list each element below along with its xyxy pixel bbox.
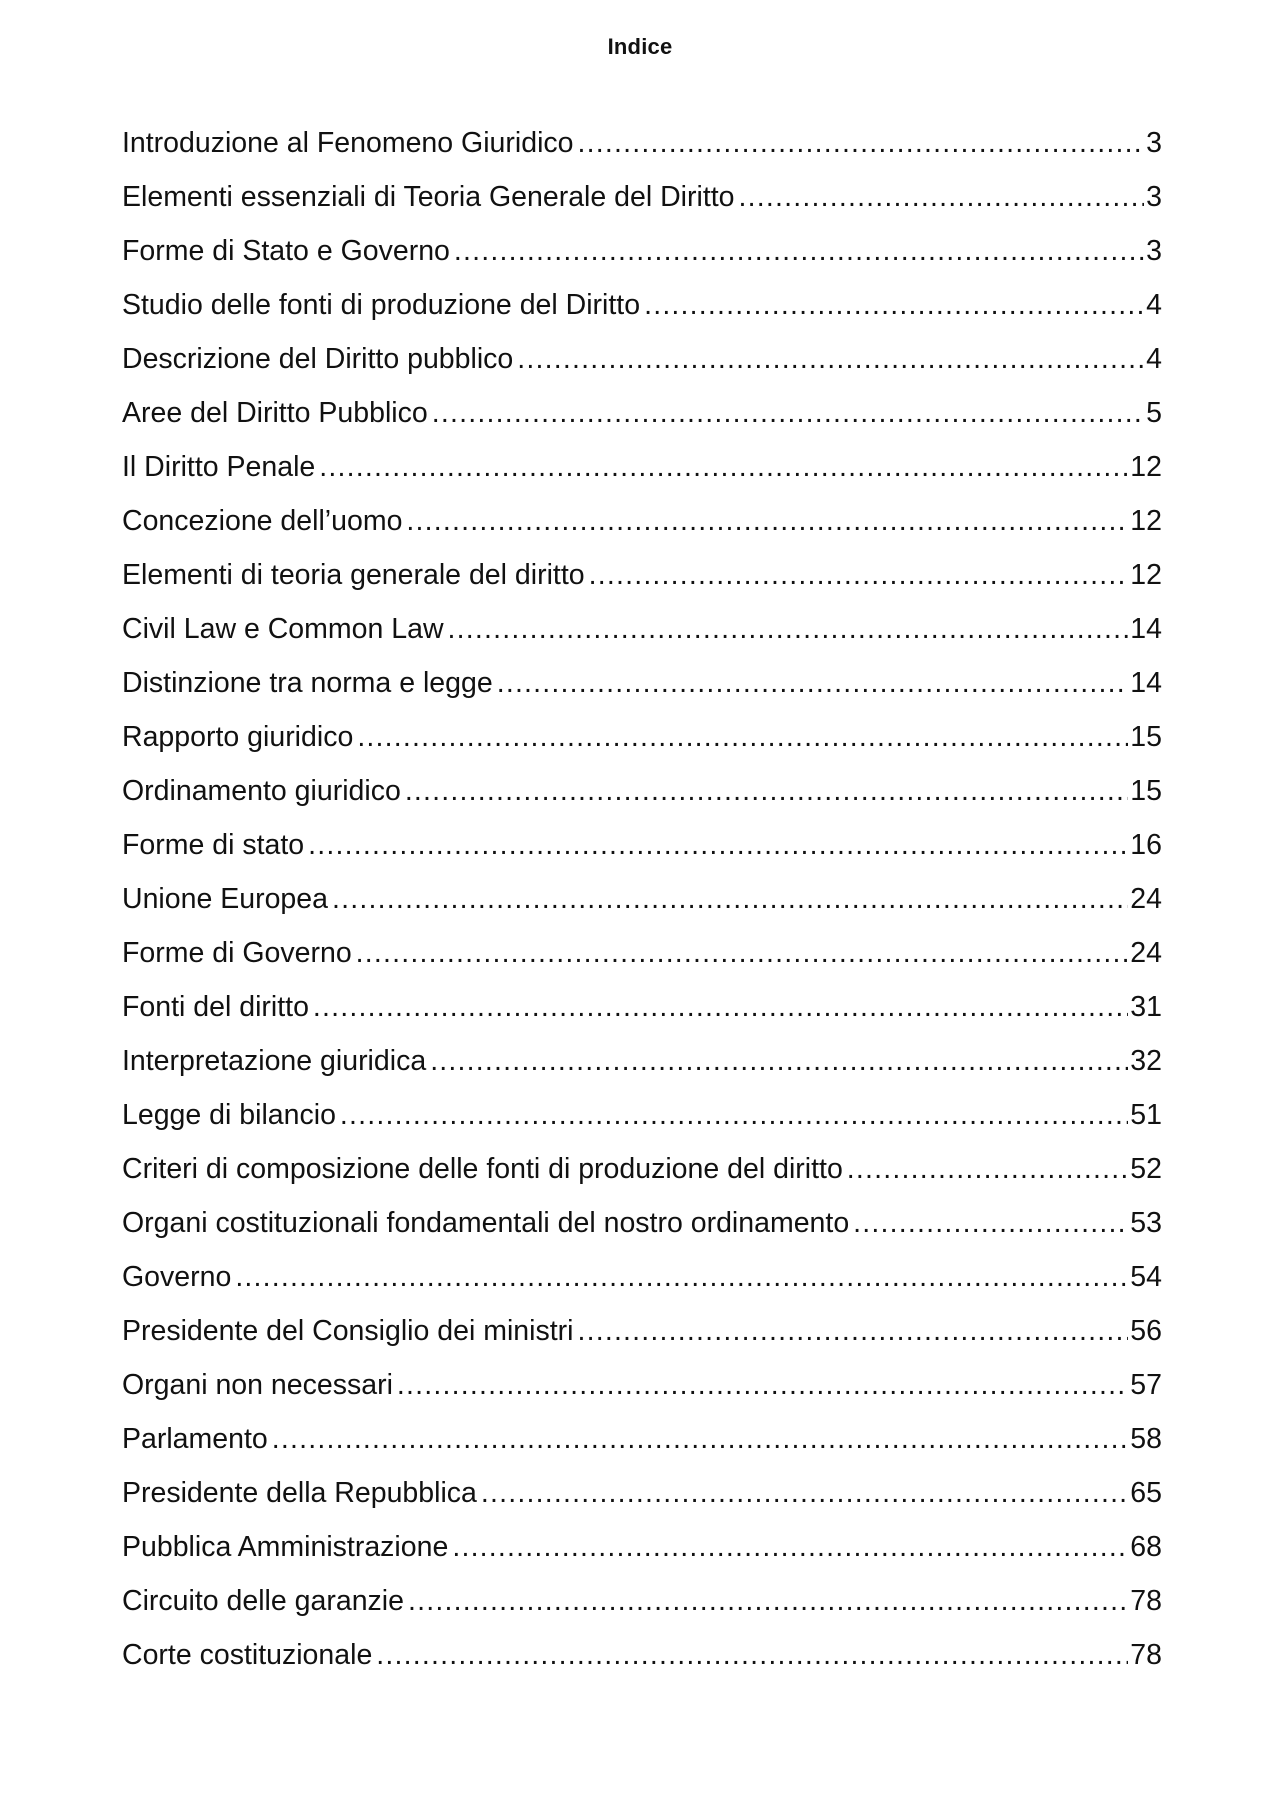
dot-leader <box>739 170 1145 224</box>
toc-entry-title: Governo <box>122 1261 232 1293</box>
toc-entry-page: 52 <box>1130 1153 1162 1185</box>
toc-entry[interactable] <box>122 1466 1162 1520</box>
dot-leader <box>448 602 1129 656</box>
toc-entry[interactable] <box>122 980 1162 1034</box>
toc-entry-title: Parlamento <box>122 1423 268 1455</box>
toc-entry-page: 57 <box>1130 1369 1162 1401</box>
dot-leader <box>406 494 1128 548</box>
dot-leader <box>376 1628 1128 1682</box>
toc-entry-title: Aree del Diritto Pubblico <box>122 397 428 429</box>
toc-entry[interactable] <box>122 1628 1162 1682</box>
toc-entry-page: 3 <box>1146 181 1162 213</box>
toc-entry[interactable] <box>122 656 1162 710</box>
toc-entry-title: Il Diritto Penale <box>122 451 316 483</box>
toc-entry[interactable] <box>122 170 1162 224</box>
toc-entry-page: 3 <box>1146 235 1162 267</box>
toc-entry-page: 24 <box>1130 937 1162 969</box>
toc-entry[interactable] <box>122 1034 1162 1088</box>
toc-entry-page: 78 <box>1130 1585 1162 1617</box>
dot-leader <box>308 818 1128 872</box>
toc-entry[interactable] <box>122 440 1162 494</box>
toc-entry-title: Fonti del diritto <box>122 991 309 1023</box>
toc-entry-title: Forme di stato <box>122 829 305 861</box>
toc-entry-title: Rapporto giuridico <box>122 721 354 753</box>
toc-entry-title: Presidente della Repubblica <box>122 1477 477 1509</box>
dot-leader <box>589 548 1129 602</box>
toc-entry-page: 15 <box>1130 775 1162 807</box>
toc-entry[interactable] <box>122 224 1162 278</box>
toc-entry-title: Forme di Governo <box>122 937 352 969</box>
dot-leader <box>408 1574 1128 1628</box>
page-title: Indice <box>607 34 673 59</box>
toc-entry-page: 24 <box>1130 883 1162 915</box>
dot-leader <box>517 332 1144 386</box>
toc-entry[interactable] <box>122 332 1162 386</box>
toc-entry-title: Elementi di teoria generale del diritto <box>122 559 585 591</box>
toc-entry-page: 12 <box>1130 559 1162 591</box>
toc-entry-title: Criteri di composizione delle fonti di produzione del diritto <box>122 1153 843 1185</box>
toc-entry[interactable] <box>122 386 1162 440</box>
toc-entry-page: 31 <box>1130 991 1162 1023</box>
dot-leader <box>313 980 1128 1034</box>
toc-entry[interactable] <box>122 1142 1162 1196</box>
toc-entry-title: Organi costituzionali fondamentali del nostro ordinamento <box>122 1207 850 1239</box>
toc-entry[interactable] <box>122 116 1162 170</box>
toc-entry-title: Organi non necessari <box>122 1369 393 1401</box>
toc-entry-title: Unione Europea <box>122 883 328 915</box>
dot-leader <box>430 1034 1128 1088</box>
toc-entry-page: 4 <box>1146 343 1162 375</box>
toc-entry[interactable] <box>122 494 1162 548</box>
toc-entry-title: Legge di bilancio <box>122 1099 336 1131</box>
toc-entry[interactable] <box>122 1358 1162 1412</box>
toc-entry[interactable] <box>122 1304 1162 1358</box>
toc-entry-title: Ordinamento giuridico <box>122 775 401 807</box>
dot-leader <box>497 656 1129 710</box>
toc-entry[interactable] <box>122 548 1162 602</box>
toc-entry-page: 16 <box>1130 829 1162 861</box>
dot-leader <box>356 926 1129 980</box>
dot-leader <box>319 440 1128 494</box>
toc-entry[interactable] <box>122 1412 1162 1466</box>
toc-entry[interactable] <box>122 602 1162 656</box>
toc-entry-page: 14 <box>1130 667 1162 699</box>
toc-entry[interactable] <box>122 710 1162 764</box>
dot-leader <box>481 1466 1128 1520</box>
toc-entry-page: 68 <box>1130 1531 1162 1563</box>
toc-entry-page: 65 <box>1130 1477 1162 1509</box>
dot-leader <box>357 710 1128 764</box>
dot-leader <box>332 872 1128 926</box>
toc-entry-page: 4 <box>1146 289 1162 321</box>
toc-entry-page: 32 <box>1130 1045 1162 1077</box>
toc-entry-title: Interpretazione giuridica <box>122 1045 427 1077</box>
toc-entry-title: Pubblica Amministrazione <box>122 1531 449 1563</box>
table-of-contents <box>122 116 1162 1682</box>
toc-entry-page: 5 <box>1146 397 1162 429</box>
toc-entry-page: 12 <box>1130 505 1162 537</box>
toc-entry-title: Forme di Stato e Governo <box>122 235 450 267</box>
dot-leader <box>452 1520 1128 1574</box>
toc-entry[interactable] <box>122 764 1162 818</box>
toc-entry-page: 56 <box>1130 1315 1162 1347</box>
toc-entry-title: Distinzione tra norma e legge <box>122 667 493 699</box>
dot-leader <box>272 1412 1129 1466</box>
toc-entry-page: 15 <box>1130 721 1162 753</box>
toc-entry-title: Studio delle fonti di produzione del Diritto <box>122 289 641 321</box>
toc-entry-title: Descrizione del Diritto pubblico <box>122 343 514 375</box>
toc-entry-page: 53 <box>1130 1207 1162 1239</box>
toc-entry-page: 78 <box>1130 1639 1162 1671</box>
toc-entry-page: 12 <box>1130 451 1162 483</box>
toc-entry-title: Concezione dell’uomo <box>122 505 403 537</box>
toc-entry[interactable] <box>122 1250 1162 1304</box>
dot-leader <box>578 116 1145 170</box>
toc-entry[interactable] <box>122 1088 1162 1142</box>
toc-entry-page: 14 <box>1130 613 1162 645</box>
dot-leader <box>432 386 1144 440</box>
toc-entry-page: 3 <box>1146 127 1162 159</box>
toc-entry[interactable] <box>122 872 1162 926</box>
toc-entry-title: Corte costituzionale <box>122 1639 373 1671</box>
dot-leader <box>340 1088 1128 1142</box>
dot-leader <box>644 278 1144 332</box>
toc-entry[interactable] <box>122 1520 1162 1574</box>
toc-entry-page: 51 <box>1130 1099 1162 1131</box>
toc-entry-title: Civil Law e Common Law <box>122 613 444 645</box>
toc-entry-page: 58 <box>1130 1423 1162 1455</box>
toc-entry[interactable] <box>122 1574 1162 1628</box>
toc-entry[interactable] <box>122 926 1162 980</box>
dot-leader <box>454 224 1144 278</box>
toc-entry-title: Introduzione al Fenomeno Giuridico <box>122 127 574 159</box>
toc-entry-title: Presidente del Consiglio dei ministri <box>122 1315 574 1347</box>
toc-entry[interactable] <box>122 818 1162 872</box>
dot-leader <box>405 764 1128 818</box>
toc-entry[interactable] <box>122 278 1162 332</box>
dot-leader <box>397 1358 1128 1412</box>
toc-entry-title: Circuito delle garanzie <box>122 1585 404 1617</box>
dot-leader <box>853 1196 1128 1250</box>
toc-entry-page: 54 <box>1130 1261 1162 1293</box>
dot-leader <box>577 1304 1128 1358</box>
toc-entry[interactable] <box>122 1196 1162 1250</box>
toc-entry-title: Elementi essenziali di Teoria Generale del Diritto <box>122 181 735 213</box>
dot-leader <box>847 1142 1129 1196</box>
dot-leader <box>235 1250 1128 1304</box>
